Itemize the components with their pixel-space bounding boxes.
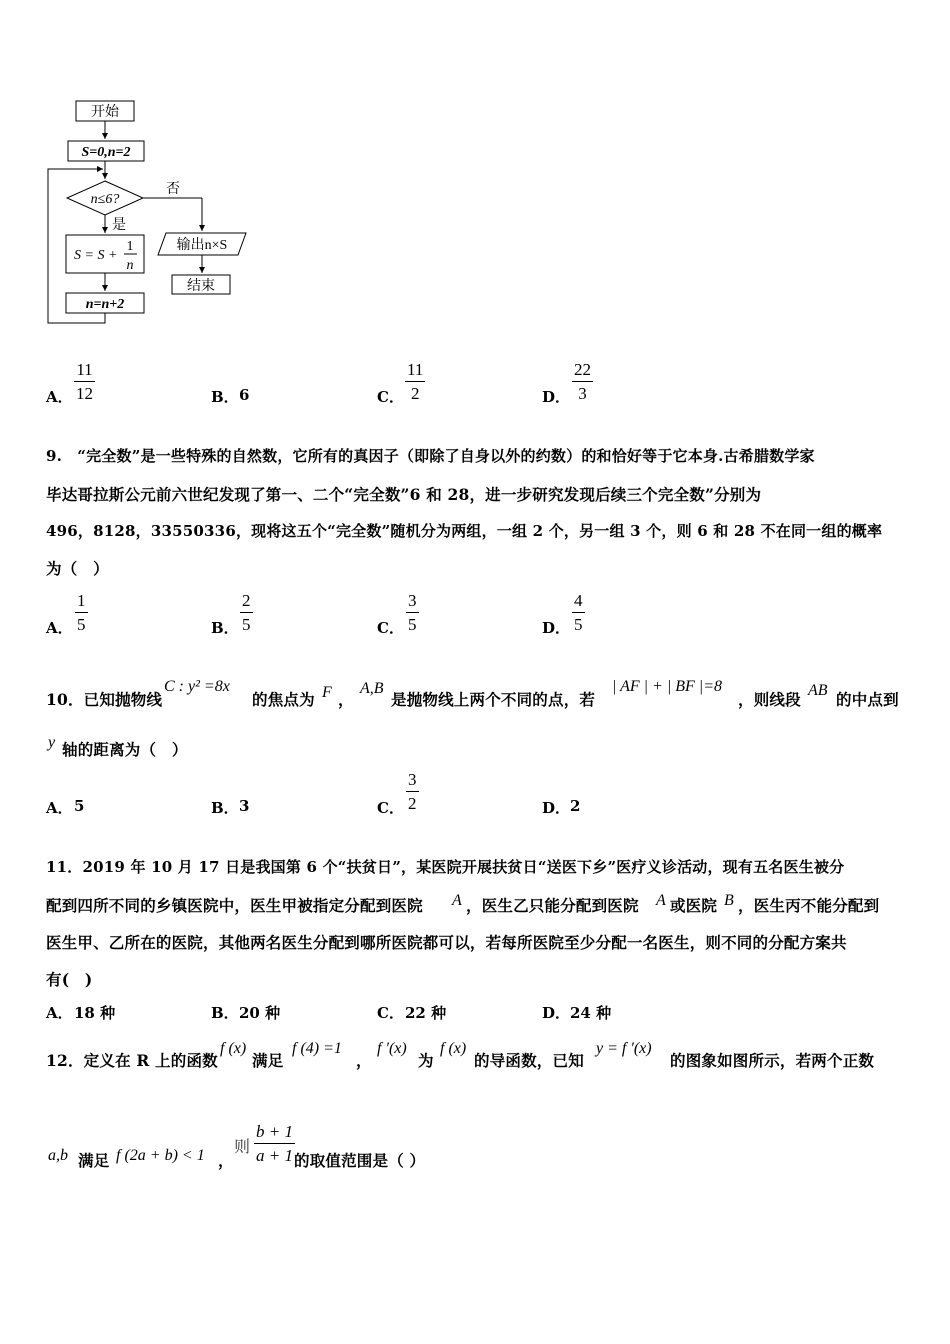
q11-option-c-value: 22 种 [405,1004,447,1022]
q12-math-y-fprime: y = f ′(x) [596,1040,652,1057]
q12-text-4: 为 [418,1051,434,1070]
q8-option-b-letter[interactable]: B． [211,388,239,406]
q8-option-d-den: 3 [578,384,587,403]
q9-line-4: 为（ ） [46,559,109,578]
flowchart-yes-label: 是 [112,218,126,233]
flowchart-assign-num: 1 [126,239,134,254]
q11-option-d-letter[interactable]: D． [542,1004,571,1022]
q10-option-b-value: 3 [239,797,250,815]
q9-option-d-letter[interactable]: D． [542,619,571,637]
q12-math-fx-1: f (x) [220,1040,247,1057]
q10-text-5: ，则线段 [738,690,801,709]
q12-text-8: ， [218,1151,234,1170]
q8-option-c-den: 2 [410,384,420,403]
q8-option-d-letter[interactable]: D． [542,388,571,406]
q8-option-d-fraction [572,360,593,404]
q10-text-7: 轴的距离为（ ） [62,740,188,759]
q9-option-c-den: 5 [408,615,417,634]
q10-option-b-letter[interactable]: B． [211,799,239,817]
q9-option-a-letter[interactable]: A． [46,619,73,637]
flowchart-no-label: 否 [166,182,180,197]
q12-fraction-den: a + 1 [256,1146,293,1165]
q10-option-c-fraction [406,770,419,814]
q12-text-ze: 则 [234,1139,251,1156]
q12-text-1: 12．定义在 R 上的函数 [46,1051,218,1070]
q10-math-focus: F [322,684,332,701]
q8-option-c-letter[interactable]: C． [377,388,404,406]
q11-option-d-value: 24 种 [570,1004,612,1022]
q11-option-b-value: 20 种 [239,1004,281,1022]
q10-option-a-value: 5 [74,797,85,815]
q9-option-b-den: 5 [242,615,251,634]
q10-math-y: y [48,734,56,751]
q9-line-1: 9. “完全数”是一些特殊的自然数，它所有的真因子（即除了自身以外的约数）的和恰好等于它本身.古希腊数学家 [46,447,815,465]
flowchart-condition-text: n≤6? [90,192,120,207]
q11-math-b: B [724,892,734,909]
q12-text-5: 的导函数，已知 [474,1051,584,1070]
q11-option-c-letter[interactable]: C． [377,1004,404,1022]
q11-option-a-value: 18 种 [74,1004,116,1022]
q8-option-a-num: 11 [76,360,93,379]
q10-option-d-letter[interactable]: D． [542,799,571,817]
q9-option-c-fraction [406,591,419,635]
q11-line-2b: ，医生乙只能分配到医院 [466,896,639,915]
flowchart-end-text: 结束 [187,279,215,294]
q10-text-1: 10．已知抛物线 [46,690,163,709]
q12-fraction-num: b + 1 [256,1122,293,1141]
q9-option-d-den: 5 [574,615,583,634]
q12-math-ab: a,b [48,1147,68,1164]
q8-option-a-den: 12 [76,384,93,403]
q8-option-c-fraction [405,360,425,404]
q11-line-2d: ，医生丙不能分配到 [738,896,880,915]
q9-option-a-fraction [75,591,88,635]
q12-fraction [254,1122,295,1166]
q9-option-a-den: 5 [77,615,86,634]
q11-line-1: 11．2019 年 10 月 17 日是我国第 6 个“扶贫日”，某医院开展扶贫日“送医下乡”医疗义诊活动，现有五名医生被分 [46,858,845,876]
q11-line-2c: 或医院 [670,896,718,915]
q12-math-f4: f (4) =1 [292,1040,342,1057]
q8-option-a-letter[interactable]: A． [46,388,73,406]
q10-option-c-num: 3 [408,770,417,789]
q12-text-3: ， [356,1051,372,1070]
q12-math-inequality: f (2a + b) < 1 [116,1147,205,1164]
flowchart-increment-text: n=n+2 [85,297,125,312]
q10-math-segment: AB [808,682,828,699]
flowchart-assign-text: S = S + [74,248,118,263]
q8-option-c-num: 11 [407,360,424,379]
q10-text-4: 是抛物线上两个不同的点，若 [391,690,596,709]
flowchart-start-text: 开始 [91,105,119,120]
q11-line-4: 有( ) [46,970,93,989]
flowchart [40,95,260,335]
q11-option-a-letter[interactable]: A． [46,1004,73,1022]
q12-text-6: 的图象如图所示，若两个正数 [670,1051,875,1070]
q10-option-c-den: 2 [408,794,417,813]
q9-option-a-num: 1 [77,591,86,610]
q10-option-d-value: 2 [570,797,581,815]
q8-option-b-value: 6 [239,386,250,404]
q9-option-b-letter[interactable]: B． [211,619,239,637]
q9-option-b-fraction [240,591,253,635]
q10-math-condition: | AF | + | BF |=8 [612,678,722,695]
flowchart-init-text: S=0,n=2 [81,145,131,160]
q9-line-2: 毕达哥拉斯公元前六世纪发现了第一、二个“完全数”6 和 28，进一步研究发现后续三个完全数”分别为 [46,485,762,504]
q8-option-d-num: 22 [574,360,591,379]
q12-math-fprime-1: f ′(x) [377,1040,407,1057]
q11-math-a2: A [656,892,666,909]
q12-text-2: 满足 [252,1051,284,1070]
q11-math-a1: A [452,892,462,909]
q9-option-d-fraction [572,591,585,635]
flowchart-output-text: 输出n×S [176,238,228,253]
q11-option-b-letter[interactable]: B． [211,1004,239,1022]
q10-option-c-letter[interactable]: C． [377,799,404,817]
q10-math-points: A,B [360,680,384,697]
q10-option-a-letter[interactable]: A． [46,799,73,817]
flowchart-assign-den: n [126,258,134,273]
q10-text-3: ， [338,690,354,709]
q11-line-3: 医生甲、乙所在的医院，其他两名医生分配到哪所医院都可以，若每所医院至少分配一名医生，则不同的分配方案共 [46,933,847,952]
q12-math-fx-2: f (x) [440,1040,467,1057]
q9-option-c-letter[interactable]: C． [377,619,404,637]
q10-text-2: 的焦点为 [252,690,315,709]
q9-option-b-num: 2 [242,591,251,610]
q11-line-2a: 配到四所不同的乡镇医院中，医生甲被指定分配到医院 [46,896,423,915]
q12-text-9: 的取值范围是（ ） [294,1151,426,1170]
q9-option-c-num: 3 [408,591,417,610]
q9-option-d-num: 4 [574,591,583,610]
q10-math-parabola: C : y² =8x [164,678,230,695]
q12-text-7: 满足 [78,1151,110,1170]
q10-text-6: 的中点到 [836,690,899,709]
q8-option-a-fraction [74,360,95,404]
q9-line-3: 496，8128，33550336，现将这五个“完全数”随机分为两组，一组 2 个，另一组 3 个，则 6 和 28 不在同一组的概率 [46,522,883,540]
